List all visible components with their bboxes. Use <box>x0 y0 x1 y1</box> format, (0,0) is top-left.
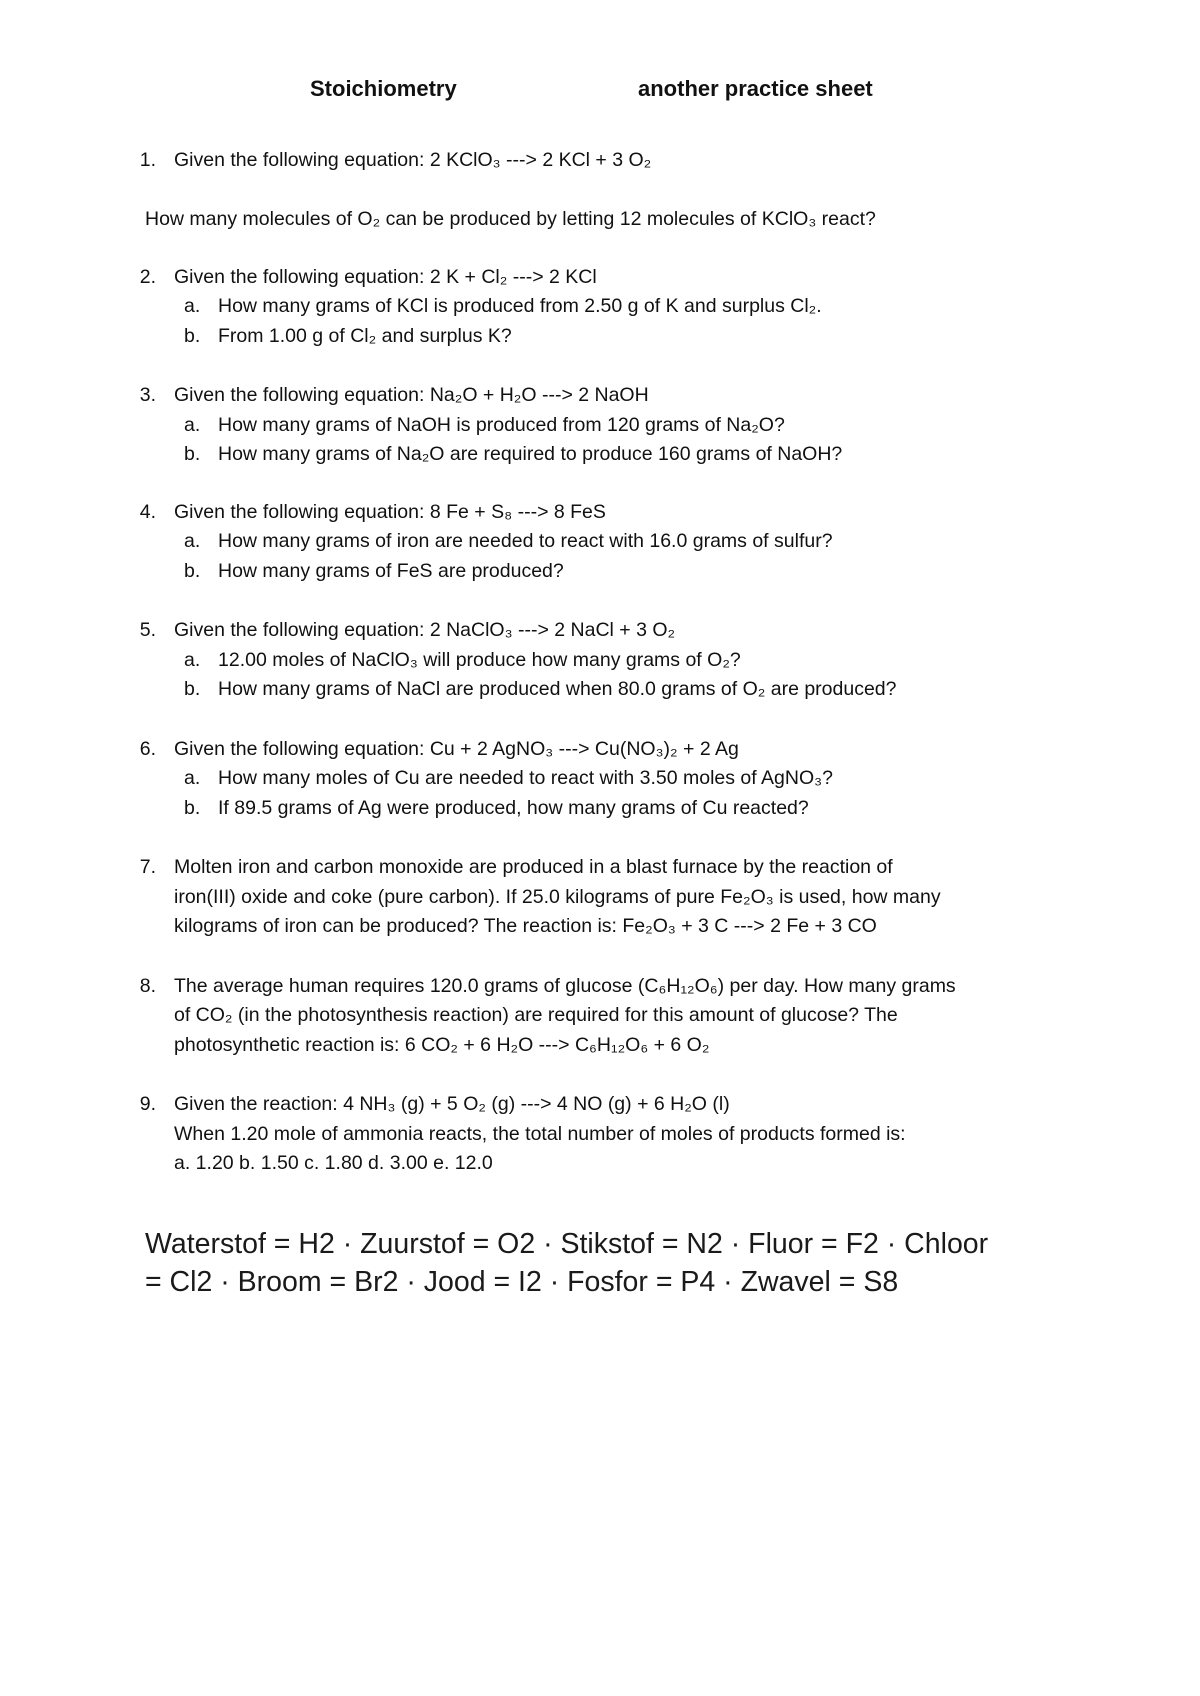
question-number: 3. <box>139 384 156 406</box>
question-text: Given the following equation: 2 NaClO₃ ---> 2 NaCl + 3 O₂ <box>174 619 676 641</box>
sub-letter: b. <box>184 560 201 582</box>
note-line-2: = Cl2 · Broom = Br2 · Jood = I2 · Fosfor = P4 · Zwavel = S8 <box>145 1266 899 1298</box>
sub-text: 12.00 moles of NaClO₃ will produce how many grams of O₂? <box>218 649 741 671</box>
question-number: 4. <box>139 501 156 523</box>
title-left: Stoichiometry <box>310 76 457 101</box>
sub-text: How many grams of iron are needed to react with 16.0 grams of sulfur? <box>218 530 833 552</box>
sub-letter: b. <box>184 325 201 347</box>
sub-letter: b. <box>184 443 201 465</box>
sub-letter: b. <box>184 678 201 700</box>
question-text: photosynthetic reaction is: 6 CO₂ + 6 H₂O ---> C₆H₁₂O₆ + 6 O₂ <box>174 1034 710 1056</box>
question-text: kilograms of iron can be produced? The reaction is: Fe₂O₃ + 3 C ---> 2 Fe + 3 CO <box>174 915 877 937</box>
question-number: 9. <box>139 1093 156 1115</box>
question-text: The average human requires 120.0 grams of glucose (C₆H₁₂O₆) per day. How many grams <box>174 975 956 997</box>
question-number: 2. <box>139 266 156 288</box>
question-text: When 1.20 mole of ammonia reacts, the total number of moles of products formed is: <box>174 1123 906 1145</box>
element-formulas-note <box>145 1225 1075 1301</box>
sub-text: How many grams of FeS are produced? <box>218 560 564 582</box>
sub-letter: a. <box>184 414 201 436</box>
sub-text: How many moles of Cu are needed to react with 3.50 moles of AgNO₃? <box>218 767 833 789</box>
sub-text: If 89.5 grams of Ag were produced, how many grams of Cu reacted? <box>218 797 809 819</box>
question-text: Given the following equation: 2 KClO₃ ---> 2 KCl + 3 O₂ <box>174 149 652 171</box>
question-text: Molten iron and carbon monoxide are produced in a blast furnace by the reaction of <box>174 856 893 878</box>
question-text: of CO₂ (in the photosynthesis reaction) are required for this amount of glucose? The <box>174 1004 898 1026</box>
sub-text: How many grams of Na₂O are required to produce 160 grams of NaOH? <box>218 443 843 465</box>
question-1-prompt: How many molecules of O₂ can be produced by letting 12 molecules of KClO₃ react? <box>145 208 876 230</box>
sub-letter: a. <box>184 767 201 789</box>
sub-letter: a. <box>184 295 201 317</box>
sub-text: From 1.00 g of Cl₂ and surplus K? <box>218 325 512 347</box>
question-text: iron(III) oxide and coke (pure carbon). If 25.0 kilograms of pure Fe₂O₃ is used, how many <box>174 886 941 908</box>
question-text: Given the reaction: 4 NH₃ (g) + 5 O₂ (g) ---> 4 NO (g) + 6 H₂O (l) <box>174 1093 730 1115</box>
question-number: 6. <box>139 738 156 760</box>
question-number: 8. <box>139 975 156 997</box>
question-text: Given the following equation: 2 K + Cl₂ ---> 2 KCl <box>174 266 597 288</box>
question-number: 1. <box>139 149 156 171</box>
title-right: another practice sheet <box>638 76 873 101</box>
sub-letter: a. <box>184 649 201 671</box>
question-number: 7. <box>139 856 156 878</box>
answer-choices: a. 1.20 b. 1.50 c. 1.80 d. 3.00 e. 12.0 <box>174 1152 493 1174</box>
question-number: 5. <box>139 619 156 641</box>
question-text: Given the following equation: 8 Fe + S₈ ---> 8 FeS <box>174 501 606 523</box>
question-text: Given the following equation: Na₂O + H₂O ---> 2 NaOH <box>174 384 649 406</box>
question-text: Given the following equation: Cu + 2 AgNO₃ ---> Cu(NO₃)₂ + 2 Ag <box>174 738 739 760</box>
sub-letter: b. <box>184 797 201 819</box>
sub-text: How many grams of NaCl are produced when 80.0 grams of O₂ are produced? <box>218 678 897 700</box>
page-title <box>0 76 1200 106</box>
sub-text: How many grams of NaOH is produced from 120 grams of Na₂O? <box>218 414 785 436</box>
note-line-1: Waterstof = H2 · Zuurstof = O2 · Stikstof = N2 · Fluor = F2 · Chloor <box>145 1228 989 1260</box>
sub-text: How many grams of KCl is produced from 2.50 g of K and surplus Cl₂. <box>218 295 822 317</box>
sub-letter: a. <box>184 530 201 552</box>
